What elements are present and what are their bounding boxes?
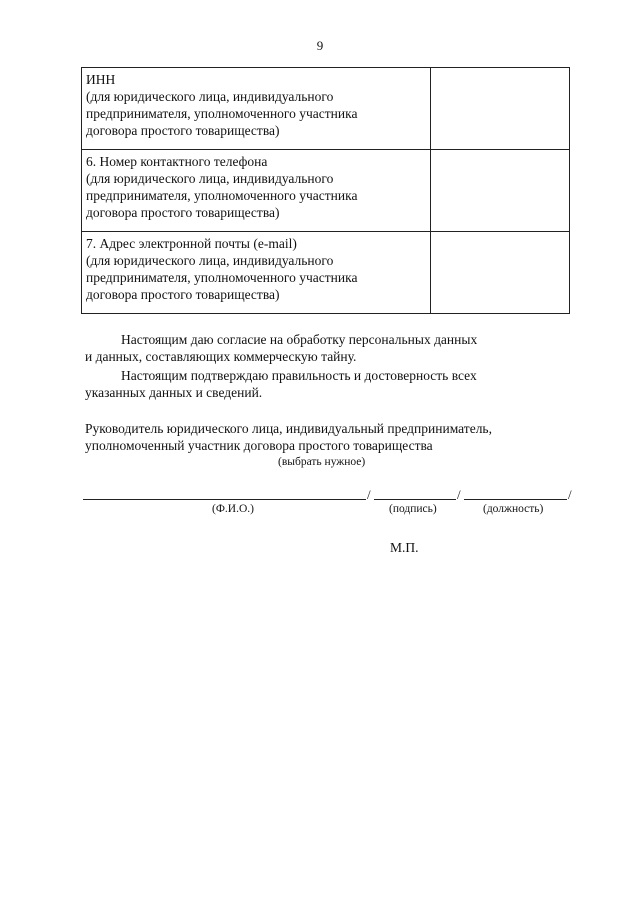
separator-slash: / xyxy=(457,487,461,502)
row-note-line: договора простого товарищества) xyxy=(86,287,280,302)
consent-line: и данных, составляющих коммерческую тайну. xyxy=(85,349,357,364)
table-row xyxy=(82,232,570,314)
row-note-line: договора простого товарищества) xyxy=(86,205,280,220)
confirmation-line xyxy=(85,367,571,384)
consent-paragraph xyxy=(85,331,571,365)
row-note-line: договора простого товарищества) xyxy=(86,123,280,138)
table-label-cell xyxy=(82,150,431,232)
stamp-place: М.П. xyxy=(390,540,419,555)
row-title: 6. Номер контактного телефона xyxy=(86,154,268,169)
signer-line: уполномоченный участник договора простого товарищества xyxy=(85,438,433,453)
row-note-line: (для юридического лица, индивидуального xyxy=(86,89,334,104)
table-value-cell[interactable] xyxy=(430,232,569,314)
data-table xyxy=(81,67,570,314)
signature-label: (подпись) xyxy=(389,503,437,515)
table-label-cell xyxy=(82,232,431,314)
row-note-line: (для юридического лица, индивидуального xyxy=(86,171,334,186)
consent-line xyxy=(85,331,571,348)
separator-slash: / xyxy=(568,487,572,502)
confirmation-paragraph xyxy=(85,367,571,401)
table-label-cell xyxy=(82,68,431,150)
fio-label: (Ф.И.О.) xyxy=(212,503,254,515)
table-value-cell[interactable] xyxy=(430,68,569,150)
confirmation-line: указанных данных и сведений. xyxy=(85,385,263,400)
table-row xyxy=(82,150,570,232)
position-label: (должность) xyxy=(483,503,544,515)
position-line[interactable] xyxy=(464,499,567,500)
row-note-line: предпринимателя, уполномоченного участника xyxy=(86,270,358,285)
row-note-line: предпринимателя, уполномоченного участника xyxy=(86,106,358,121)
signature-line[interactable] xyxy=(374,499,456,500)
row-title: 7. Адрес электронной почты (e-mail) xyxy=(86,236,297,251)
row-note-line: (для юридического лица, индивидуального xyxy=(86,253,334,268)
consent-text: Настоящим даю согласие на обработку персональных данных xyxy=(121,332,478,347)
separator-slash: / xyxy=(367,487,371,502)
page-number: 9 xyxy=(316,38,324,53)
row-title: ИНН xyxy=(86,72,116,87)
table-row xyxy=(82,68,570,150)
choose-note: (выбрать нужное) xyxy=(278,456,366,468)
table-value-cell[interactable] xyxy=(430,150,569,232)
fio-line[interactable] xyxy=(83,499,366,500)
signer-line: Руководитель юридического лица, индивидуальный предприниматель, xyxy=(85,421,492,436)
signer-role xyxy=(85,420,565,454)
confirmation-text: Настоящим подтверждаю правильность и достоверность всех xyxy=(121,368,477,383)
row-note-line: предпринимателя, уполномоченного участника xyxy=(86,188,358,203)
